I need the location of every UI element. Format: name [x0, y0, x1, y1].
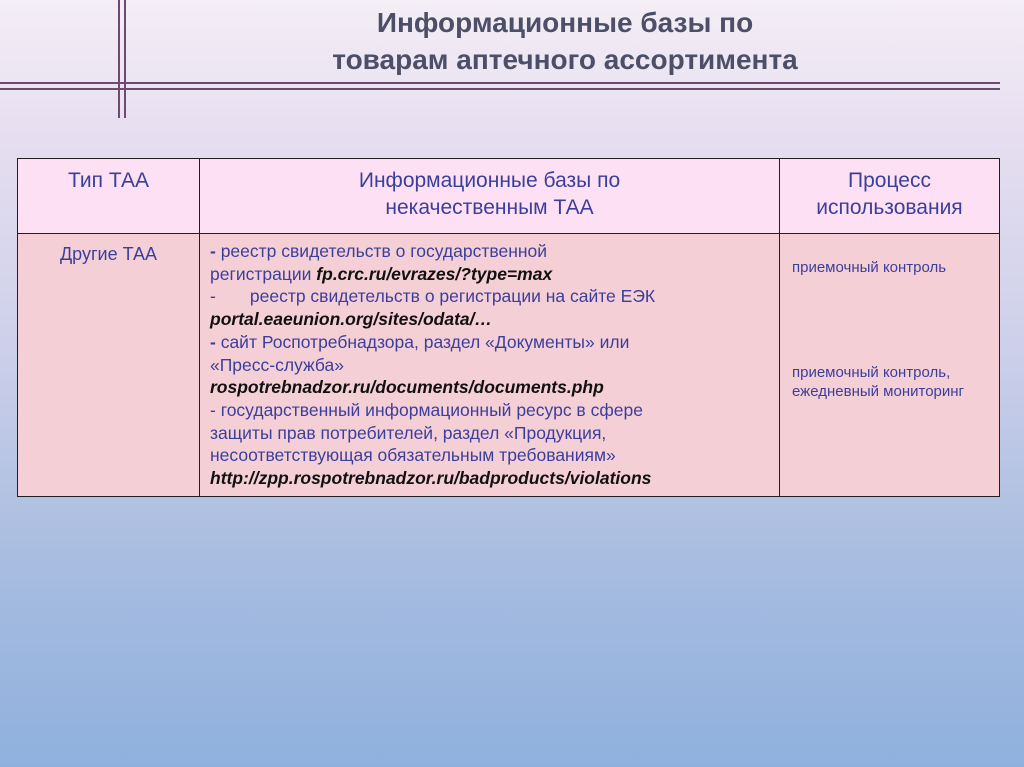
cell-type: Другие ТАА [18, 234, 200, 497]
decor-vertical-line-1 [118, 0, 120, 118]
header-databases: Информационные базы по некачественным ТАА [200, 159, 780, 234]
cell-process [780, 234, 1000, 497]
table-header-row [18, 159, 1000, 234]
entry-zpp: - государственный информационный ресурс в сфере защиты прав потребителей, раздел «Продукция, несоответствующая обязательным требованиям» http://zpp.rospotrebnadzor.ru/badproducts/violations [210, 399, 652, 489]
decor-vertical-line-2 [124, 0, 126, 118]
process-2: приемочный контроль, ежедневный мониторинг [792, 364, 965, 400]
header-process: Процесс использования [780, 159, 1000, 234]
slide-title [130, 4, 1000, 78]
entry-rospotrebnadzor: - сайт Роспотребнадзора, раздел «Документы» или «Пресс-служба» rospotrebnadzor.ru/documents/documents.php [210, 331, 630, 398]
decor-horizontal-line-2 [0, 88, 1000, 90]
link-rospotrebnadzor[interactable]: rospotrebnadzor.ru/documents/documents.php [210, 377, 604, 398]
cell-databases [200, 234, 780, 497]
table-row [18, 234, 1000, 497]
entry-fp-crc: - реестр свидетельств о государственной регистрации fp.crc.ru/evrazes/?type=max [210, 241, 553, 284]
process-1: приемочный контроль [792, 259, 947, 276]
entry-eaeunion: - реестр свидетельств о регистрации на сайте ЕЭК portal.eaeunion.org/sites/odata/… [210, 286, 656, 330]
header-type: Тип ТАА [18, 159, 200, 234]
slide-title-line-1: Информационные базы по [376, 7, 754, 38]
slide-title-line-2: товарам аптечного ассортимента [332, 44, 798, 75]
link-zpp[interactable]: http://zpp.rospotrebnadzor.ru/badproducts/violations [210, 468, 652, 489]
info-table [17, 158, 1000, 497]
link-fp-crc[interactable]: fp.crc.ru/evrazes/?type=max [316, 263, 553, 284]
link-eaeunion[interactable]: portal.eaeunion.org/sites/odata/… [210, 309, 492, 330]
decor-horizontal-line-1 [0, 82, 1000, 84]
